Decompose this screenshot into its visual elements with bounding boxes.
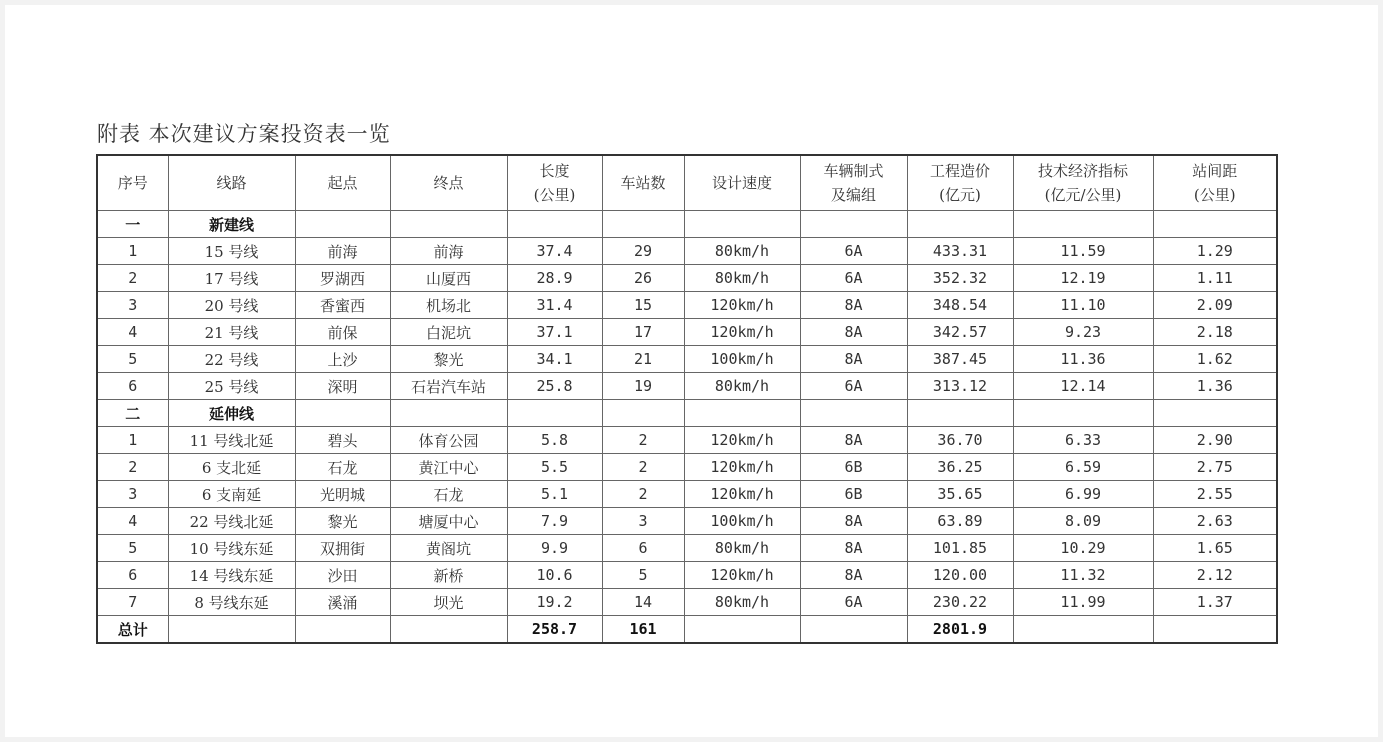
cell-vehicle: 6A: [800, 373, 907, 400]
cell-stations: 5: [602, 562, 684, 589]
cell-line: 6 支北延: [168, 454, 295, 481]
cell-speed: 120km/h: [684, 454, 800, 481]
cell-cost: 230.22: [907, 589, 1013, 616]
cell-speed: 80km/h: [684, 589, 800, 616]
cell-index: 10.29: [1013, 535, 1153, 562]
table-row: [97, 265, 1277, 292]
empty-cell: [390, 211, 507, 238]
cell-stations: 21: [602, 346, 684, 373]
table-row: [97, 346, 1277, 373]
cell-length: 28.9: [507, 265, 602, 292]
cell-seq: 1: [97, 238, 168, 265]
cell-end: 体育公园: [390, 427, 507, 454]
cell-cost: 101.85: [907, 535, 1013, 562]
cell-index: 6.33: [1013, 427, 1153, 454]
cell-index: 11.99: [1013, 589, 1153, 616]
section-header-row: [97, 211, 1277, 238]
cell-length: 9.9: [507, 535, 602, 562]
cell-spacing: 1.11: [1153, 265, 1277, 292]
table-row: [97, 373, 1277, 400]
empty-cell: [1013, 211, 1153, 238]
header-index-line1: 技术经济指标: [1037, 162, 1128, 180]
total-length: 258.7: [507, 616, 602, 644]
section-title: 新建线: [168, 211, 295, 238]
cell-spacing: 2.55: [1153, 481, 1277, 508]
cell-spacing: 2.63: [1153, 508, 1277, 535]
header-index-line2: (亿元/公里): [1044, 186, 1122, 204]
header-spacing-line1: 站间距: [1192, 162, 1238, 180]
cell-line: 25 号线: [168, 373, 295, 400]
cell-stations: 15: [602, 292, 684, 319]
cell-line: 14 号线东延: [168, 562, 295, 589]
cell-vehicle: 6A: [800, 589, 907, 616]
cell-seq: 5: [97, 535, 168, 562]
cell-cost: 352.32: [907, 265, 1013, 292]
cell-line: 17 号线: [168, 265, 295, 292]
cell-end: 塘厦中心: [390, 508, 507, 535]
section-seq: 一: [97, 211, 168, 238]
header-index: [1013, 155, 1153, 211]
cell-end: 黄江中心: [390, 454, 507, 481]
cell-length: 5.8: [507, 427, 602, 454]
empty-cell: [684, 211, 800, 238]
table-row: [97, 454, 1277, 481]
header-cost: [907, 155, 1013, 211]
cell-line: 10 号线东延: [168, 535, 295, 562]
empty-cell: [684, 616, 800, 644]
cell-seq: 2: [97, 454, 168, 481]
total-cost: 2801.9: [907, 616, 1013, 644]
header-vehicle: [800, 155, 907, 211]
empty-cell: [507, 400, 602, 427]
empty-cell: [602, 211, 684, 238]
total-stations: 161: [602, 616, 684, 644]
cell-line: 11 号线北延: [168, 427, 295, 454]
cell-spacing: 2.09: [1153, 292, 1277, 319]
cell-index: 11.10: [1013, 292, 1153, 319]
cell-vehicle: 8A: [800, 319, 907, 346]
empty-cell: [295, 616, 390, 644]
cell-spacing: 2.75: [1153, 454, 1277, 481]
cell-speed: 120km/h: [684, 292, 800, 319]
header-start: 起点: [295, 155, 390, 211]
cell-seq: 6: [97, 562, 168, 589]
header-vehicle-line2: 及编组: [830, 186, 876, 204]
table-row: [97, 481, 1277, 508]
cell-spacing: 2.90: [1153, 427, 1277, 454]
cell-speed: 80km/h: [684, 265, 800, 292]
cell-seq: 1: [97, 427, 168, 454]
header-length: [507, 155, 602, 211]
cell-vehicle: 8A: [800, 292, 907, 319]
cell-start: 前保: [295, 319, 390, 346]
cell-length: 7.9: [507, 508, 602, 535]
empty-cell: [602, 400, 684, 427]
cell-spacing: 1.65: [1153, 535, 1277, 562]
cell-start: 碧头: [295, 427, 390, 454]
cell-length: 37.1: [507, 319, 602, 346]
cell-stations: 2: [602, 481, 684, 508]
total-row: [97, 616, 1277, 644]
cell-seq: 3: [97, 292, 168, 319]
header-row: [97, 155, 1277, 211]
cell-start: 罗湖西: [295, 265, 390, 292]
cell-speed: 120km/h: [684, 562, 800, 589]
empty-cell: [390, 616, 507, 644]
cell-start: 上沙: [295, 346, 390, 373]
cell-index: 9.23: [1013, 319, 1153, 346]
cell-vehicle: 8A: [800, 508, 907, 535]
cell-vehicle: 6B: [800, 481, 907, 508]
cell-vehicle: 8A: [800, 427, 907, 454]
table-row: [97, 589, 1277, 616]
cell-cost: 313.12: [907, 373, 1013, 400]
table-row: [97, 508, 1277, 535]
cell-speed: 120km/h: [684, 319, 800, 346]
empty-cell: [295, 400, 390, 427]
cell-end: 机场北: [390, 292, 507, 319]
investment-table: [96, 154, 1278, 644]
empty-cell: [907, 211, 1013, 238]
cell-vehicle: 6A: [800, 238, 907, 265]
cell-start: 石龙: [295, 454, 390, 481]
cell-end: 石岩汽车站: [390, 373, 507, 400]
cell-end: 白泥坑: [390, 319, 507, 346]
table-row: [97, 238, 1277, 265]
cell-start: 黎光: [295, 508, 390, 535]
cell-start: 溪涌: [295, 589, 390, 616]
table-row: [97, 562, 1277, 589]
empty-cell: [684, 400, 800, 427]
cell-stations: 2: [602, 427, 684, 454]
cell-cost: 342.57: [907, 319, 1013, 346]
cell-end: 石龙: [390, 481, 507, 508]
cell-cost: 387.45: [907, 346, 1013, 373]
cell-cost: 348.54: [907, 292, 1013, 319]
header-spacing: [1153, 155, 1277, 211]
cell-stations: 3: [602, 508, 684, 535]
header-end: 终点: [390, 155, 507, 211]
cell-speed: 100km/h: [684, 346, 800, 373]
cell-end: 前海: [390, 238, 507, 265]
cell-seq: 3: [97, 481, 168, 508]
cell-spacing: 2.18: [1153, 319, 1277, 346]
empty-cell: [907, 400, 1013, 427]
cell-vehicle: 8A: [800, 346, 907, 373]
cell-stations: 17: [602, 319, 684, 346]
empty-cell: [507, 211, 602, 238]
table-row: [97, 319, 1277, 346]
header-length-line1: 长度: [539, 162, 570, 180]
cell-stations: 14: [602, 589, 684, 616]
section-header-row: [97, 400, 1277, 427]
table-row: [97, 292, 1277, 319]
header-speed: 设计速度: [684, 155, 800, 211]
cell-start: 深明: [295, 373, 390, 400]
cell-seq: 4: [97, 508, 168, 535]
cell-line: 15 号线: [168, 238, 295, 265]
cell-seq: 6: [97, 373, 168, 400]
cell-line: 6 支南延: [168, 481, 295, 508]
section-seq: 二: [97, 400, 168, 427]
cell-line: 8 号线东延: [168, 589, 295, 616]
cell-length: 19.2: [507, 589, 602, 616]
table-header: [97, 155, 1277, 211]
cell-end: 新桥: [390, 562, 507, 589]
total-label: 总计: [97, 616, 168, 644]
cell-index: 12.19: [1013, 265, 1153, 292]
cell-seq: 4: [97, 319, 168, 346]
cell-speed: 120km/h: [684, 427, 800, 454]
cell-index: 11.59: [1013, 238, 1153, 265]
cell-vehicle: 8A: [800, 535, 907, 562]
cell-stations: 6: [602, 535, 684, 562]
empty-cell: [800, 400, 907, 427]
cell-start: 香蜜西: [295, 292, 390, 319]
cell-vehicle: 8A: [800, 562, 907, 589]
document-page: [5, 5, 1378, 737]
cell-end: 坝光: [390, 589, 507, 616]
cell-seq: 7: [97, 589, 168, 616]
header-spacing-line2: (公里): [1193, 186, 1236, 204]
cell-cost: 36.70: [907, 427, 1013, 454]
cell-line: 20 号线: [168, 292, 295, 319]
cell-vehicle: 6A: [800, 265, 907, 292]
cell-length: 5.1: [507, 481, 602, 508]
cell-index: 8.09: [1013, 508, 1153, 535]
cell-cost: 433.31: [907, 238, 1013, 265]
cell-cost: 63.89: [907, 508, 1013, 535]
cell-spacing: 1.29: [1153, 238, 1277, 265]
empty-cell: [800, 211, 907, 238]
cell-length: 25.8: [507, 373, 602, 400]
table-body: [97, 211, 1277, 644]
header-seq: 序号: [97, 155, 168, 211]
cell-spacing: 1.62: [1153, 346, 1277, 373]
cell-seq: 5: [97, 346, 168, 373]
cell-vehicle: 6B: [800, 454, 907, 481]
header-stations: 车站数: [602, 155, 684, 211]
cell-cost: 120.00: [907, 562, 1013, 589]
cell-speed: 80km/h: [684, 373, 800, 400]
cell-cost: 36.25: [907, 454, 1013, 481]
cell-stations: 29: [602, 238, 684, 265]
table-row: [97, 535, 1277, 562]
cell-speed: 120km/h: [684, 481, 800, 508]
cell-start: 光明城: [295, 481, 390, 508]
empty-cell: [1153, 616, 1277, 644]
cell-line: 22 号线北延: [168, 508, 295, 535]
cell-length: 37.4: [507, 238, 602, 265]
empty-cell: [295, 211, 390, 238]
cell-speed: 80km/h: [684, 535, 800, 562]
empty-cell: [1153, 211, 1277, 238]
cell-line: 21 号线: [168, 319, 295, 346]
table-caption: 附表 本次建议方案投资表一览: [97, 122, 391, 146]
cell-end: 黎光: [390, 346, 507, 373]
header-cost-line2: (亿元): [939, 186, 981, 204]
empty-cell: [800, 616, 907, 644]
header-length-line2: (公里): [533, 186, 576, 204]
cell-seq: 2: [97, 265, 168, 292]
section-title: 延伸线: [168, 400, 295, 427]
cell-end: 黄阁坑: [390, 535, 507, 562]
cell-length: 34.1: [507, 346, 602, 373]
empty-cell: [168, 616, 295, 644]
cell-length: 31.4: [507, 292, 602, 319]
cell-stations: 19: [602, 373, 684, 400]
cell-spacing: 1.36: [1153, 373, 1277, 400]
cell-line: 22 号线: [168, 346, 295, 373]
header-line: 线路: [168, 155, 295, 211]
table-row: [97, 427, 1277, 454]
cell-speed: 100km/h: [684, 508, 800, 535]
cell-index: 6.59: [1013, 454, 1153, 481]
cell-speed: 80km/h: [684, 238, 800, 265]
empty-cell: [1013, 616, 1153, 644]
header-vehicle-line1: 车辆制式: [823, 162, 884, 180]
cell-start: 前海: [295, 238, 390, 265]
cell-length: 5.5: [507, 454, 602, 481]
header-cost-line1: 工程造价: [929, 162, 990, 180]
cell-end: 山厦西: [390, 265, 507, 292]
cell-cost: 35.65: [907, 481, 1013, 508]
empty-cell: [1013, 400, 1153, 427]
empty-cell: [1153, 400, 1277, 427]
cell-start: 沙田: [295, 562, 390, 589]
empty-cell: [390, 400, 507, 427]
cell-index: 11.36: [1013, 346, 1153, 373]
cell-spacing: 1.37: [1153, 589, 1277, 616]
cell-spacing: 2.12: [1153, 562, 1277, 589]
cell-stations: 26: [602, 265, 684, 292]
cell-index: 11.32: [1013, 562, 1153, 589]
cell-length: 10.6: [507, 562, 602, 589]
cell-index: 6.99: [1013, 481, 1153, 508]
cell-index: 12.14: [1013, 373, 1153, 400]
cell-start: 双拥街: [295, 535, 390, 562]
cell-stations: 2: [602, 454, 684, 481]
